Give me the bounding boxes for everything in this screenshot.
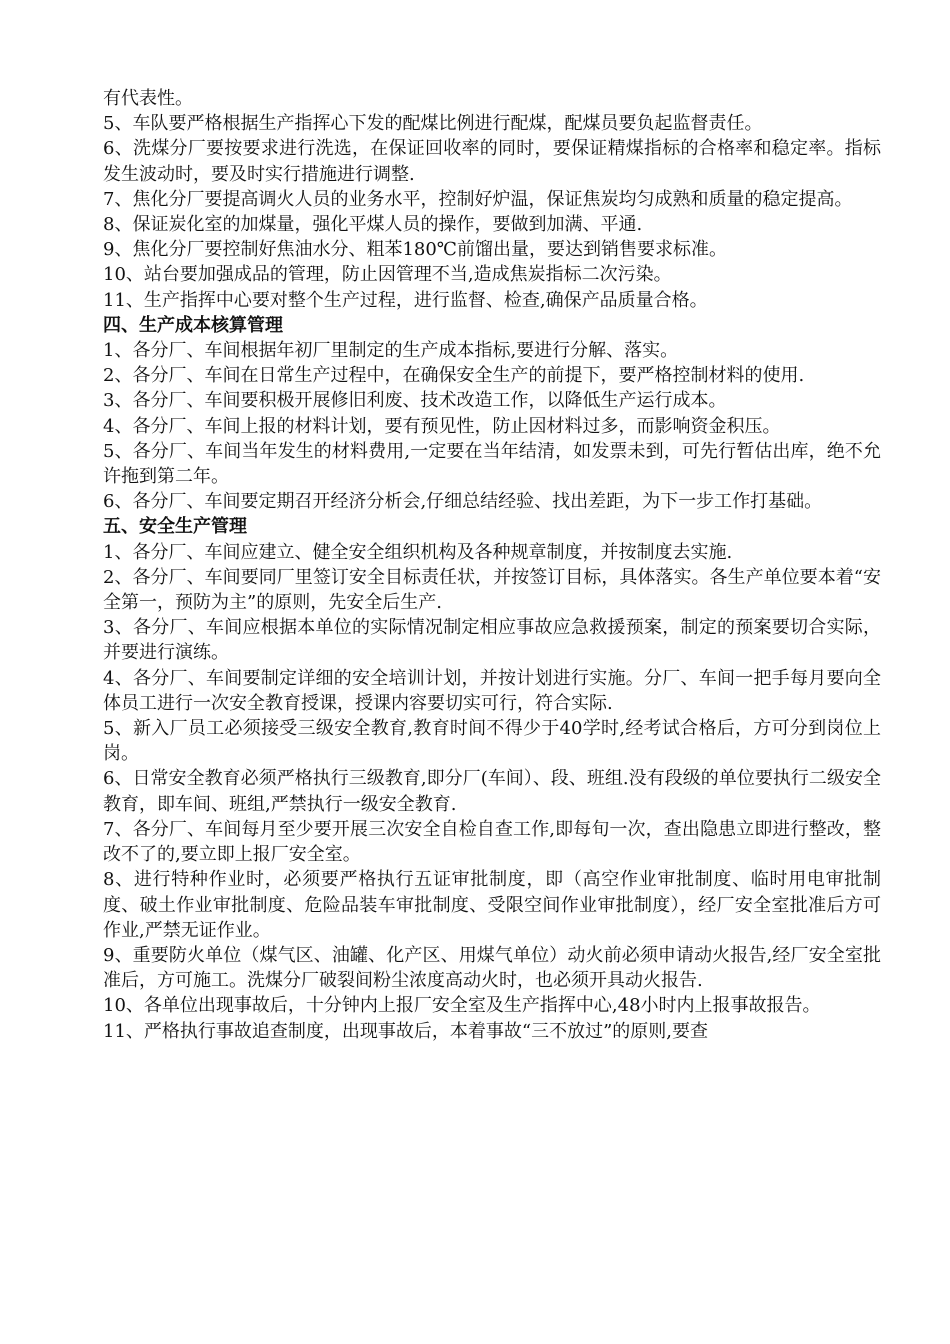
section-heading-safety: 五、安全生产管理 [103, 516, 247, 538]
safety-item: 5、新入厂员工必须接受三级安全教育,教育时间不得少于40学时,经考试合格后，方可分到岗位上岗。 [103, 718, 881, 765]
quality-item: 6、洗煤分厂要按要求进行洗选，在保证回收率的同时，要保证精煤指标的合格率和稳定率。指标发生波动时，要及时实行措施进行调整. [103, 138, 881, 185]
quality-item: 5、车队要严格根据生产指挥心下发的配煤比例进行配煤，配煤员要负起监督责任。 [103, 113, 763, 135]
cost-item: 1、各分厂、车间根据年初厂里制定的生产成本指标,要进行分解、落实。 [103, 340, 679, 362]
document-page [103, 86, 881, 1044]
section-heading-cost: 四、生产成本核算管理 [103, 314, 283, 336]
cost-item: 3、各分厂、车间要积极开展修旧利废、技术改造工作，以降低生产运行成本。 [103, 390, 727, 412]
quality-item: 8、保证炭化室的加煤量，强化平煤人员的操作，要做到加满、平通. [103, 214, 643, 236]
safety-item: 7、各分厂、车间每月至少要开展三次安全自检自查工作,即每旬一次，查出隐患立即进行整改，整改不了的,要立即上报厂安全室。 [103, 818, 881, 866]
safety-item: 4、各分厂、车间要制定详细的安全培训计划，并按计划进行实施。分厂、车间一把手每月要向全体员工进行一次安全教育授课，授课内容要切实可行，符合实际. [103, 667, 881, 714]
safety-item: 3、各分厂、车间应根据本单位的实际情况制定相应事故应急救援预案，制定的预案要切合实际，并要进行演练。 [103, 617, 881, 664]
quality-item: 9、焦化分厂要控制好焦油水分、粗苯180℃前馏出量，要达到销售要求标准。 [103, 239, 727, 261]
cost-item: 2、各分厂、车间在日常生产过程中，在确保安全生产的前提下，要严格控制材料的使用. [103, 365, 805, 387]
cost-item: 6、各分厂、车间要定期召开经济分析会,仔细总结经验、找出差距，为下一步工作打基础。 [103, 491, 823, 513]
cost-item: 5、各分厂、车间当年发生的材料费用,一定要在当年结清，如发票未到，可先行暂估出库，绝不允许拖到第二年。 [103, 440, 881, 488]
safety-item: 9、重要防火单位（煤气区、油罐、化产区、用煤气单位）动火前必须申请动火报告,经厂安全室批准后，方可施工。洗煤分厂破裂间粉尘浓度高动火时，也必须开具动火报告. [103, 944, 881, 992]
quality-item: 10、站台要加强成品的管理，防止因管理不当,造成焦炭指标二次污染。 [103, 264, 672, 286]
safety-item: 10、各单位出现事故后，十分钟内上报厂安全室及生产指挥中心,48小时内上报事故报告。 [103, 995, 821, 1017]
safety-item: 1、各分厂、车间应建立、健全安全组织机构及各种规章制度，并按制度去实施. [103, 541, 733, 563]
intro-line: 有代表性。 [103, 88, 193, 109]
safety-item: 2、各分厂、车间要同厂里签订安全目标责任状，并按签订目标，具体落实。各生产单位要本着“安全第一，预防为主”的原则，先安全后生产. [103, 566, 881, 614]
safety-item: 6、日常安全教育必须严格执行三级教育,即分厂(车间）、段、班组.没有段级的单位要执行二级安全教育，即车间、班组,严禁执行一级安全教育. [103, 768, 881, 815]
quality-item: 7、焦化分厂要提高调火人员的业务水平，控制好炉温，保证焦炭均匀成熟和质量的稳定提高。 [103, 188, 853, 210]
quality-item: 11、生产指挥中心要对整个生产过程，进行监督、检查,确保产品质量合格。 [103, 289, 708, 311]
safety-item: 8、进行特种作业时，必须要严格执行五证审批制度，即（高空作业审批制度、临时用电审批制度、破土作业审批制度、危险品装车审批制度、受限空间作业审批制度），经厂安全室批准后方可作业,严禁无证作业。 [103, 869, 881, 941]
cost-item: 4、各分厂、车间上报的材料计划，要有预见性，防止因材料过多，而影响资金积压。 [103, 415, 781, 437]
safety-item: 11、严格执行事故追查制度，出现事故后，本着事故“三不放过”的原则,要查 [103, 1020, 709, 1042]
